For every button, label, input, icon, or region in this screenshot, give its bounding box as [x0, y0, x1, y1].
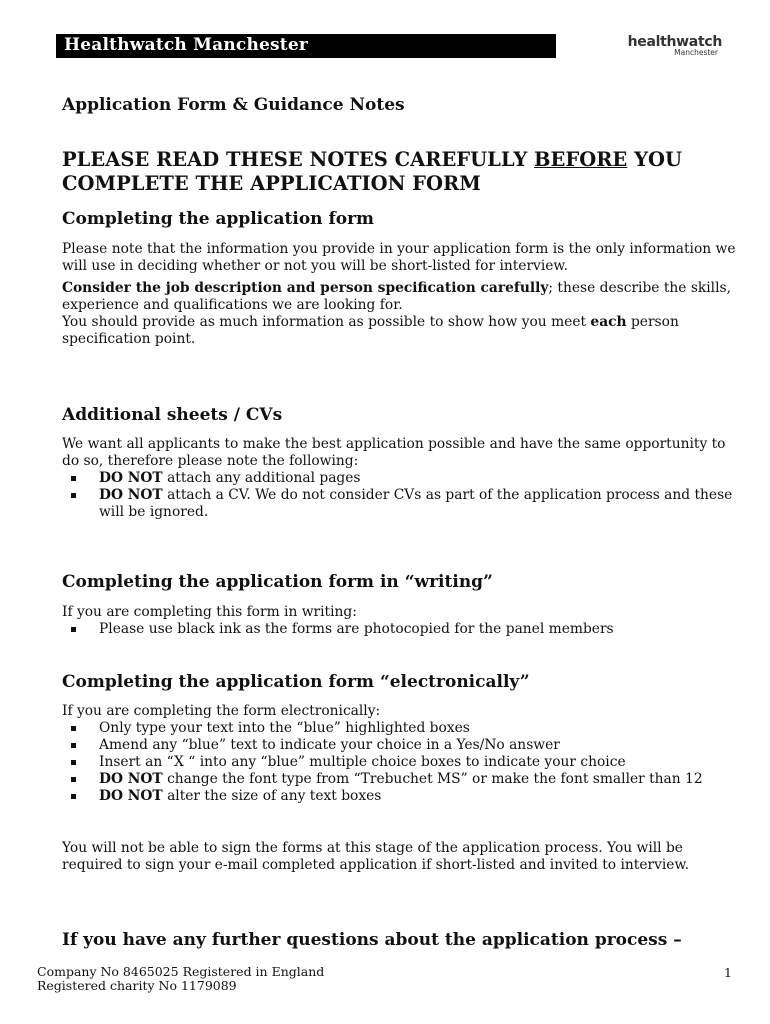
section-body-completing: [62, 241, 742, 348]
notice-text-end: YOU COMPLETE THE APPLICATION FORM: [62, 148, 682, 195]
section-body-additional-sheets: [62, 436, 742, 521]
read-notes-notice: [62, 148, 752, 196]
section-heading-writing: Completing the application form in “writing”: [62, 572, 493, 592]
do-not-label: DO NOT: [99, 487, 163, 503]
provide-info-end: person specification point.: [62, 314, 679, 347]
healthwatch-logo: [622, 34, 722, 57]
section-heading-additional-sheets: Additional sheets / CVs: [62, 405, 283, 425]
section-body-writing: [62, 604, 742, 638]
list-item: [62, 487, 742, 521]
bullet-text: change the font type from “Trebuchet MS” or make the font smaller than 12: [162, 771, 703, 787]
provide-info-start: You should provide as much information as possible to show how you meet: [62, 314, 591, 330]
consider-bold-text: Consider the job description and person specification carefully: [62, 280, 549, 296]
notice-text-start: PLEASE READ THESE NOTES CAREFULLY: [62, 148, 535, 171]
logo-subtext: Manchester: [674, 48, 718, 57]
notice-underlined-word: BEFORE: [534, 148, 628, 171]
do-not-label: DO NOT: [99, 771, 163, 787]
section-heading-completing: Completing the application form: [62, 209, 375, 229]
section-heading-electronically: Completing the application form “electronically”: [62, 672, 530, 692]
list-item: [62, 771, 742, 788]
list-item: Only type your text into the “blue” highlighted boxes: [62, 720, 742, 737]
consider-rest-text: ; these describe the skills, experience and qualifications we are looking for.: [62, 280, 731, 313]
page-number: 1: [724, 965, 732, 980]
list-item: Please use black ink as the forms are photocopied for the panel members: [62, 621, 742, 638]
additional-sheets-intro: We want all applicants to make the best application possible and have the same opportunity to do so, therefore please note the following:: [62, 436, 726, 469]
bullet-text: attach a CV. We do not consider CVs as part of the application process and these will be ignored.: [99, 487, 733, 520]
list-item: Amend any “blue” text to indicate your choice in a Yes/No answer: [62, 737, 742, 754]
provide-info-paragraph: [62, 314, 742, 348]
header-title: Healthwatch Manchester: [64, 35, 309, 55]
bullet-text: alter the size of any text boxes: [162, 788, 382, 804]
consider-paragraph: [62, 280, 742, 314]
writing-intro: If you are completing this form in writing:: [62, 604, 357, 620]
document-subtitle: Application Form & Guidance Notes: [62, 95, 405, 115]
footer-company-number: Company No 8465025 Registered in England: [37, 964, 325, 979]
section-body-electronically: [62, 703, 742, 805]
do-not-label: DO NOT: [99, 470, 163, 486]
footer-company-info: [37, 965, 324, 993]
bullet-text: attach any additional pages: [162, 470, 361, 486]
do-not-label: DO NOT: [99, 788, 163, 804]
writing-list: [62, 621, 742, 638]
section-heading-further-questions: If you have any further questions about the application process –: [62, 930, 682, 950]
list-item: [62, 788, 742, 805]
info-note-paragraph: Please note that the information you provide in your application form is the only information we will use in deciding whether or not you will be short-listed for interview.: [62, 241, 736, 274]
list-item: [62, 470, 742, 487]
additional-sheets-list: [62, 470, 742, 521]
provide-info-bold: each: [590, 314, 627, 330]
signing-note: You will not be able to sign the forms at this stage of the application process. You will be required to sign your e-mail completed application if short-listed and invited to interview.: [62, 840, 690, 873]
electronic-list: [62, 720, 742, 805]
electronic-intro: If you are completing the form electronically:: [62, 703, 381, 719]
logo-wordmark: healthwatch: [627, 34, 722, 50]
footer-charity-number: Registered charity No 1179089: [37, 978, 237, 993]
header-bar: [56, 34, 556, 58]
list-item: Insert an “X “ into any “blue” multiple choice boxes to indicate your choice: [62, 754, 742, 771]
